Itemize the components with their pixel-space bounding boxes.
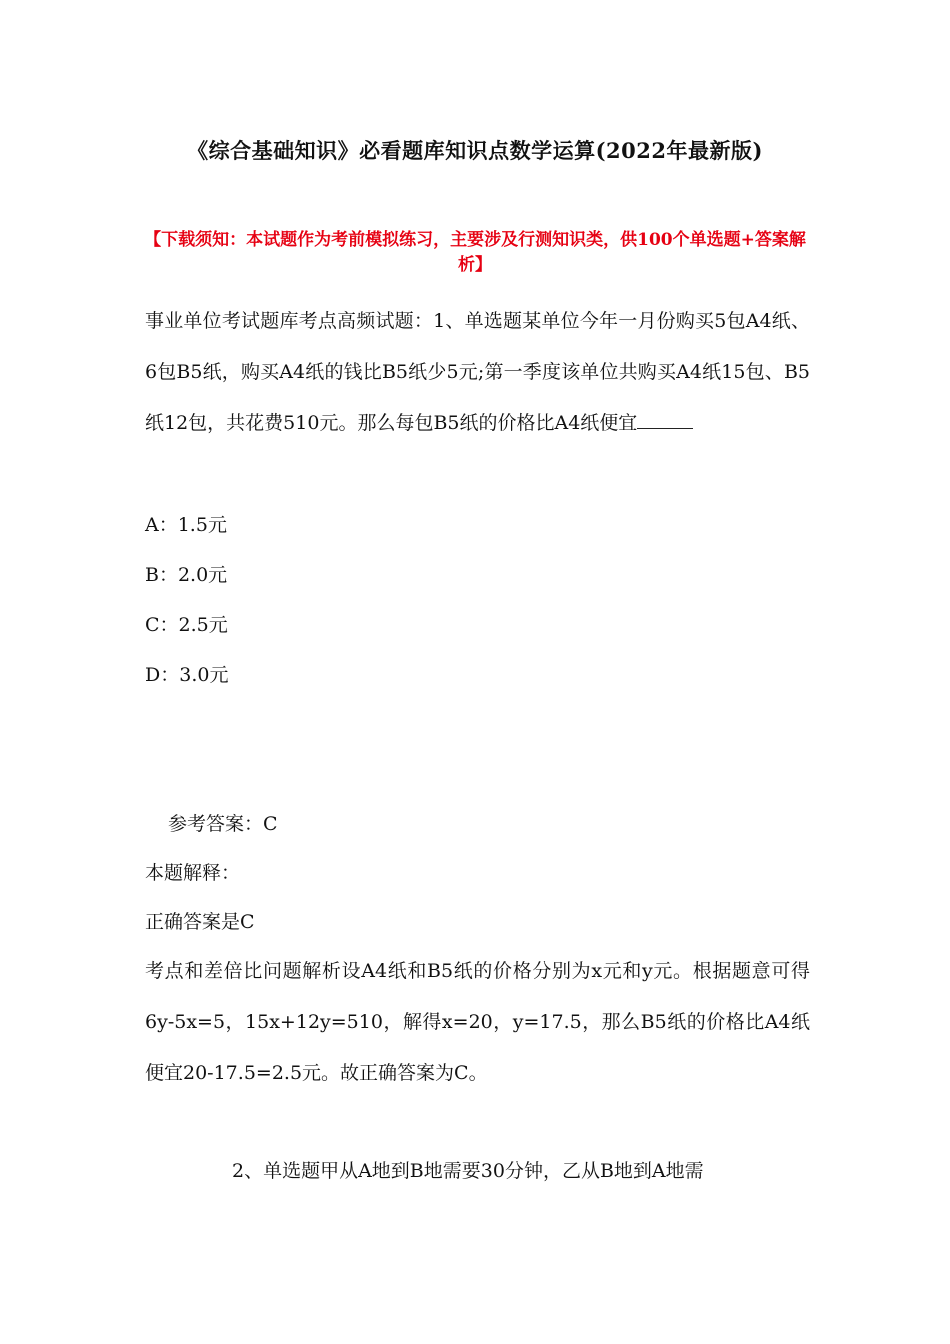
option-a: A：1.5元 bbox=[145, 514, 227, 536]
answer-blank bbox=[637, 410, 693, 429]
option-b: B：2.0元 bbox=[145, 564, 228, 586]
option-c: C：2.5元 bbox=[145, 614, 228, 636]
correct-answer: 正确答案是C bbox=[145, 911, 255, 933]
explanation-text: 考点和差倍比问题解析设A4纸和B5纸的价格分别为x元和y元。根据题意可得6y-5x=5，15x+12y=510，解得x=20，y=17.5，那么B5纸的价格比A4纸便宜20-17.5=2.5元。故正确答案为C。 bbox=[145, 960, 810, 1084]
explanation-label: 本题解释： bbox=[145, 862, 241, 884]
question-2-text: 2、单选题甲从A地到B地需要30分钟，乙从B地到A地需 bbox=[232, 1160, 704, 1182]
option-d: D：3.0元 bbox=[145, 664, 229, 686]
document-title: 《综合基础知识》必看题库知识点数学运算(2022年最新版) bbox=[187, 138, 763, 163]
download-notice: 【下载须知：本试题作为考前模拟练习，主要涉及行测知识类，供100个单选题+答案解析】 bbox=[144, 230, 806, 275]
question-1-text bbox=[145, 296, 810, 449]
question-1-stem: 事业单位考试题库考点高频试题：1、单选题某单位今年一月份购买5包A4纸、6包B5纸，购买A4纸的钱比B5纸少5元;第一季度该单位共购买A4纸15包、B5纸12包，共花费510元。那么每包B5纸的价格比A4纸便宜 bbox=[145, 310, 810, 434]
reference-answer: 参考答案：C bbox=[168, 813, 278, 835]
